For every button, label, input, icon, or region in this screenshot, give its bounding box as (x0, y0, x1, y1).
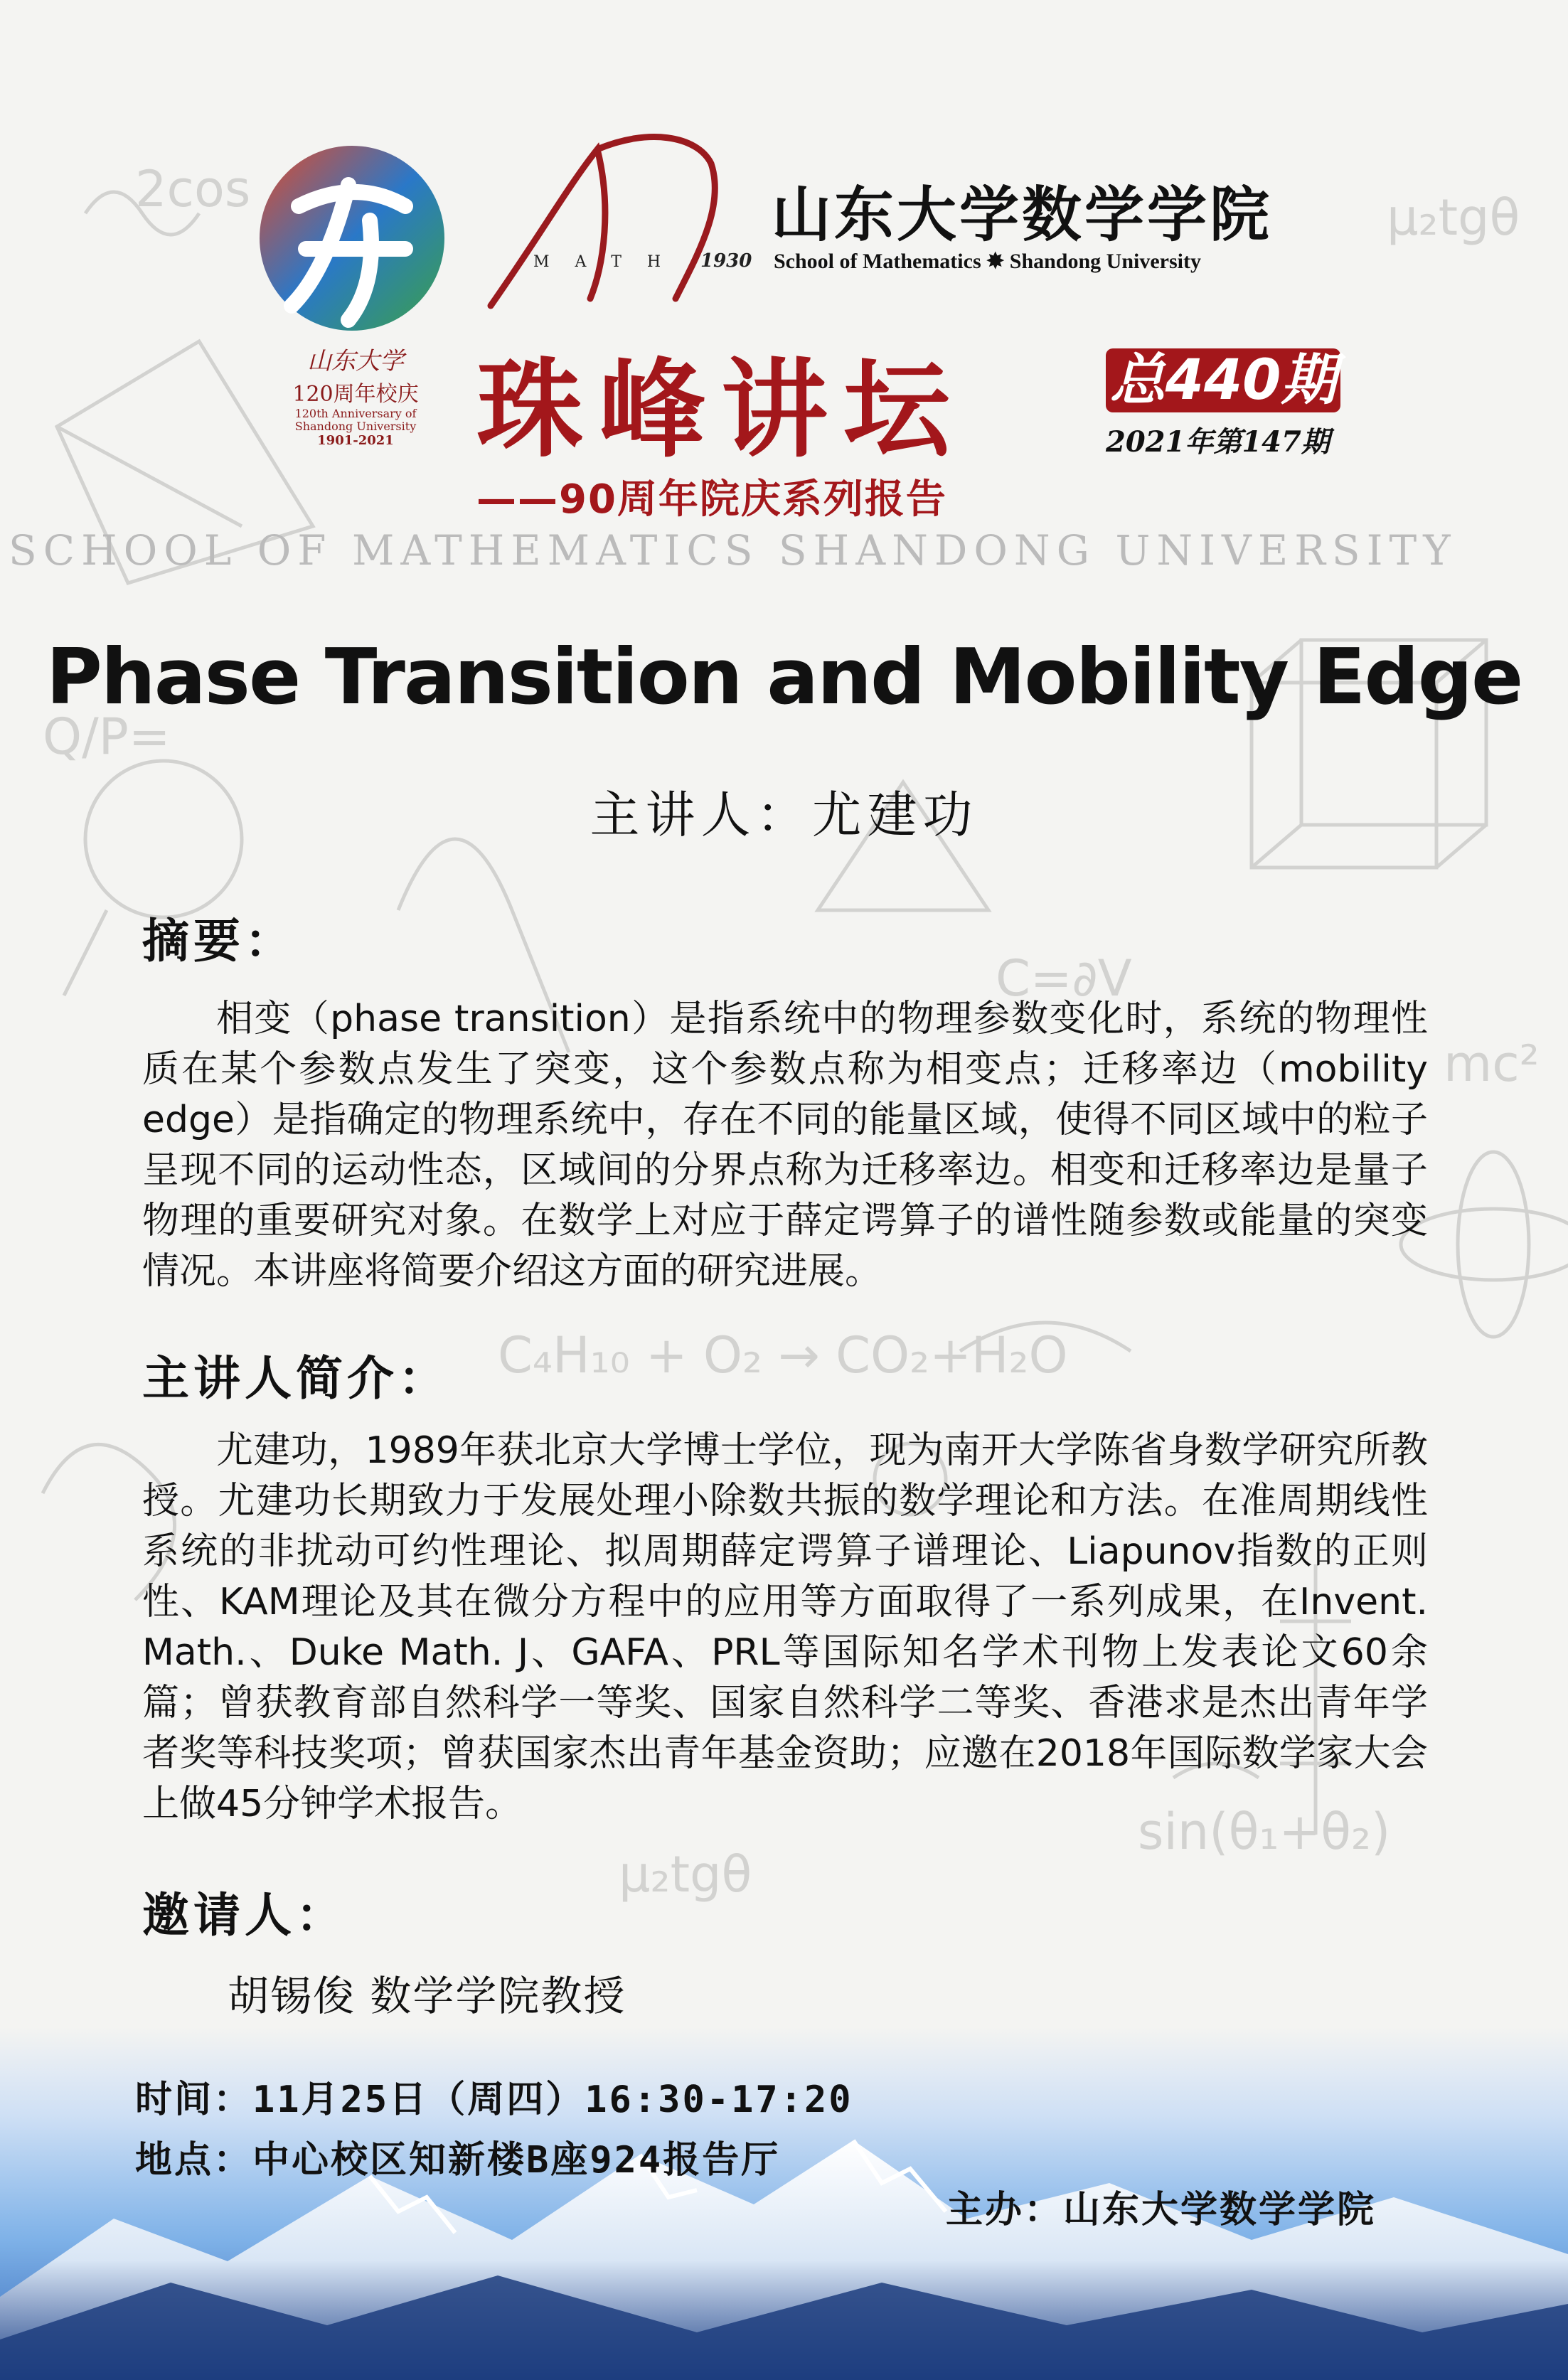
forum-subtitle: ——90周年院庆系列报告 (476, 476, 947, 523)
inviter-text: 胡锡俊 数学学院教授 (228, 1972, 626, 2020)
forum-title: 珠峰讲坛 (476, 347, 966, 472)
speaker-line: 主讲人：尤建功 (590, 786, 978, 844)
inviter-heading: 邀请人： (142, 1887, 347, 1943)
math-logo-year: 1930 (700, 250, 752, 272)
anniversary-text (270, 341, 441, 448)
doodle-text: sin(θ₁+θ₂) (1138, 1803, 1391, 1861)
bio-text: 尤建功，1989年获北京大学博士学位，现为南开大学陈省身数学研究所教授。尤建功长期致力于发展处理小除数共振的数学理论和方法。在准周期线性系统的非扰动可约性理论、拟周期薛定谔算子谱理论、Liapunov指数的正则性、KAM理论及其在微分方程中的应用等方面取得了一系列成果，在Invent. Math.、Duke Math. J、GAFA、PRL等国际知名学术刊物上发表论文60余篇；曾获教育部自然科学一等奖、国家自然科学二等奖、香港求是杰出青年学者奖等科技奖项；曾获国家杰出青年基金资助；应邀在2018年国际数学家大会上做45分钟学术报告。 (142, 1429, 1428, 1825)
doodle-text: mc² (1444, 1035, 1540, 1093)
school-name-cn: 山东大学数学学院 (772, 179, 1273, 250)
doodle-text: Q/P= (43, 708, 171, 766)
math-1930-logo-icon (484, 121, 768, 313)
event-time: 时间：11月25日（周四）16:30-17:20 (135, 2079, 853, 2121)
doodle-text: μ₂tgθ (619, 1845, 752, 1904)
doodle-text: C=∂V (996, 949, 1132, 1008)
bio-heading: 主讲人简介： (142, 1350, 449, 1406)
school-banner: SCHOOL OF MATHEMATICS SHANDONG UNIVERSITY (9, 526, 1457, 575)
event-place: 地点：中心校区知新楼B座924报告厅 (135, 2139, 781, 2182)
doodle-text: C₄H₁₀ + O₂ → CO₂+H₂O (498, 1326, 1068, 1384)
anniversary-line-3: 120th Anniversary of (294, 407, 417, 420)
doodle-text: 2cos (135, 160, 251, 218)
abstract-heading: 摘要： (142, 913, 296, 968)
anniversary-logo-icon (249, 142, 455, 356)
talk-title: Phase Transition and Mobility Edge (46, 633, 1522, 722)
anniversary-line-2: 120周年校庆 (292, 382, 419, 407)
abstract-text: 相变（phase transition）是指系统中的物理参数变化时，系统的物理性质在某个参数点发生了突变，这个参数点称为相变点；迁移率边（mobility edge）是指确定的物理系统中，存在不同的能量区域，使得不同区域中的粒子呈现不同的运动性态，区域间的分界点称为迁移率边。相变和迁移率边是量子物理的重要研究对象。在数学上对应于薛定谔算子的谱性随参数或能量的突变情况。本讲座将简要介绍这方面的研究进展。 (142, 998, 1428, 1293)
anniversary-line-1: 山东大学 (307, 347, 404, 375)
event-host: 主办：山东大学数学学院 (946, 2189, 1377, 2231)
issue-badge: 总440期 (1106, 348, 1340, 412)
math-logo-text: MATH (533, 253, 687, 271)
anniversary-line-4: Shandong University (294, 420, 417, 433)
school-name-en: School of Mathematics ✸ Shandong University (774, 250, 1201, 273)
doodle-text: μ₂tgθ (1387, 188, 1520, 247)
issue-subtitle: 2021年第147期 (1106, 425, 1330, 459)
header (0, 0, 1568, 583)
anniversary-line-5: 1901-2021 (317, 433, 394, 448)
